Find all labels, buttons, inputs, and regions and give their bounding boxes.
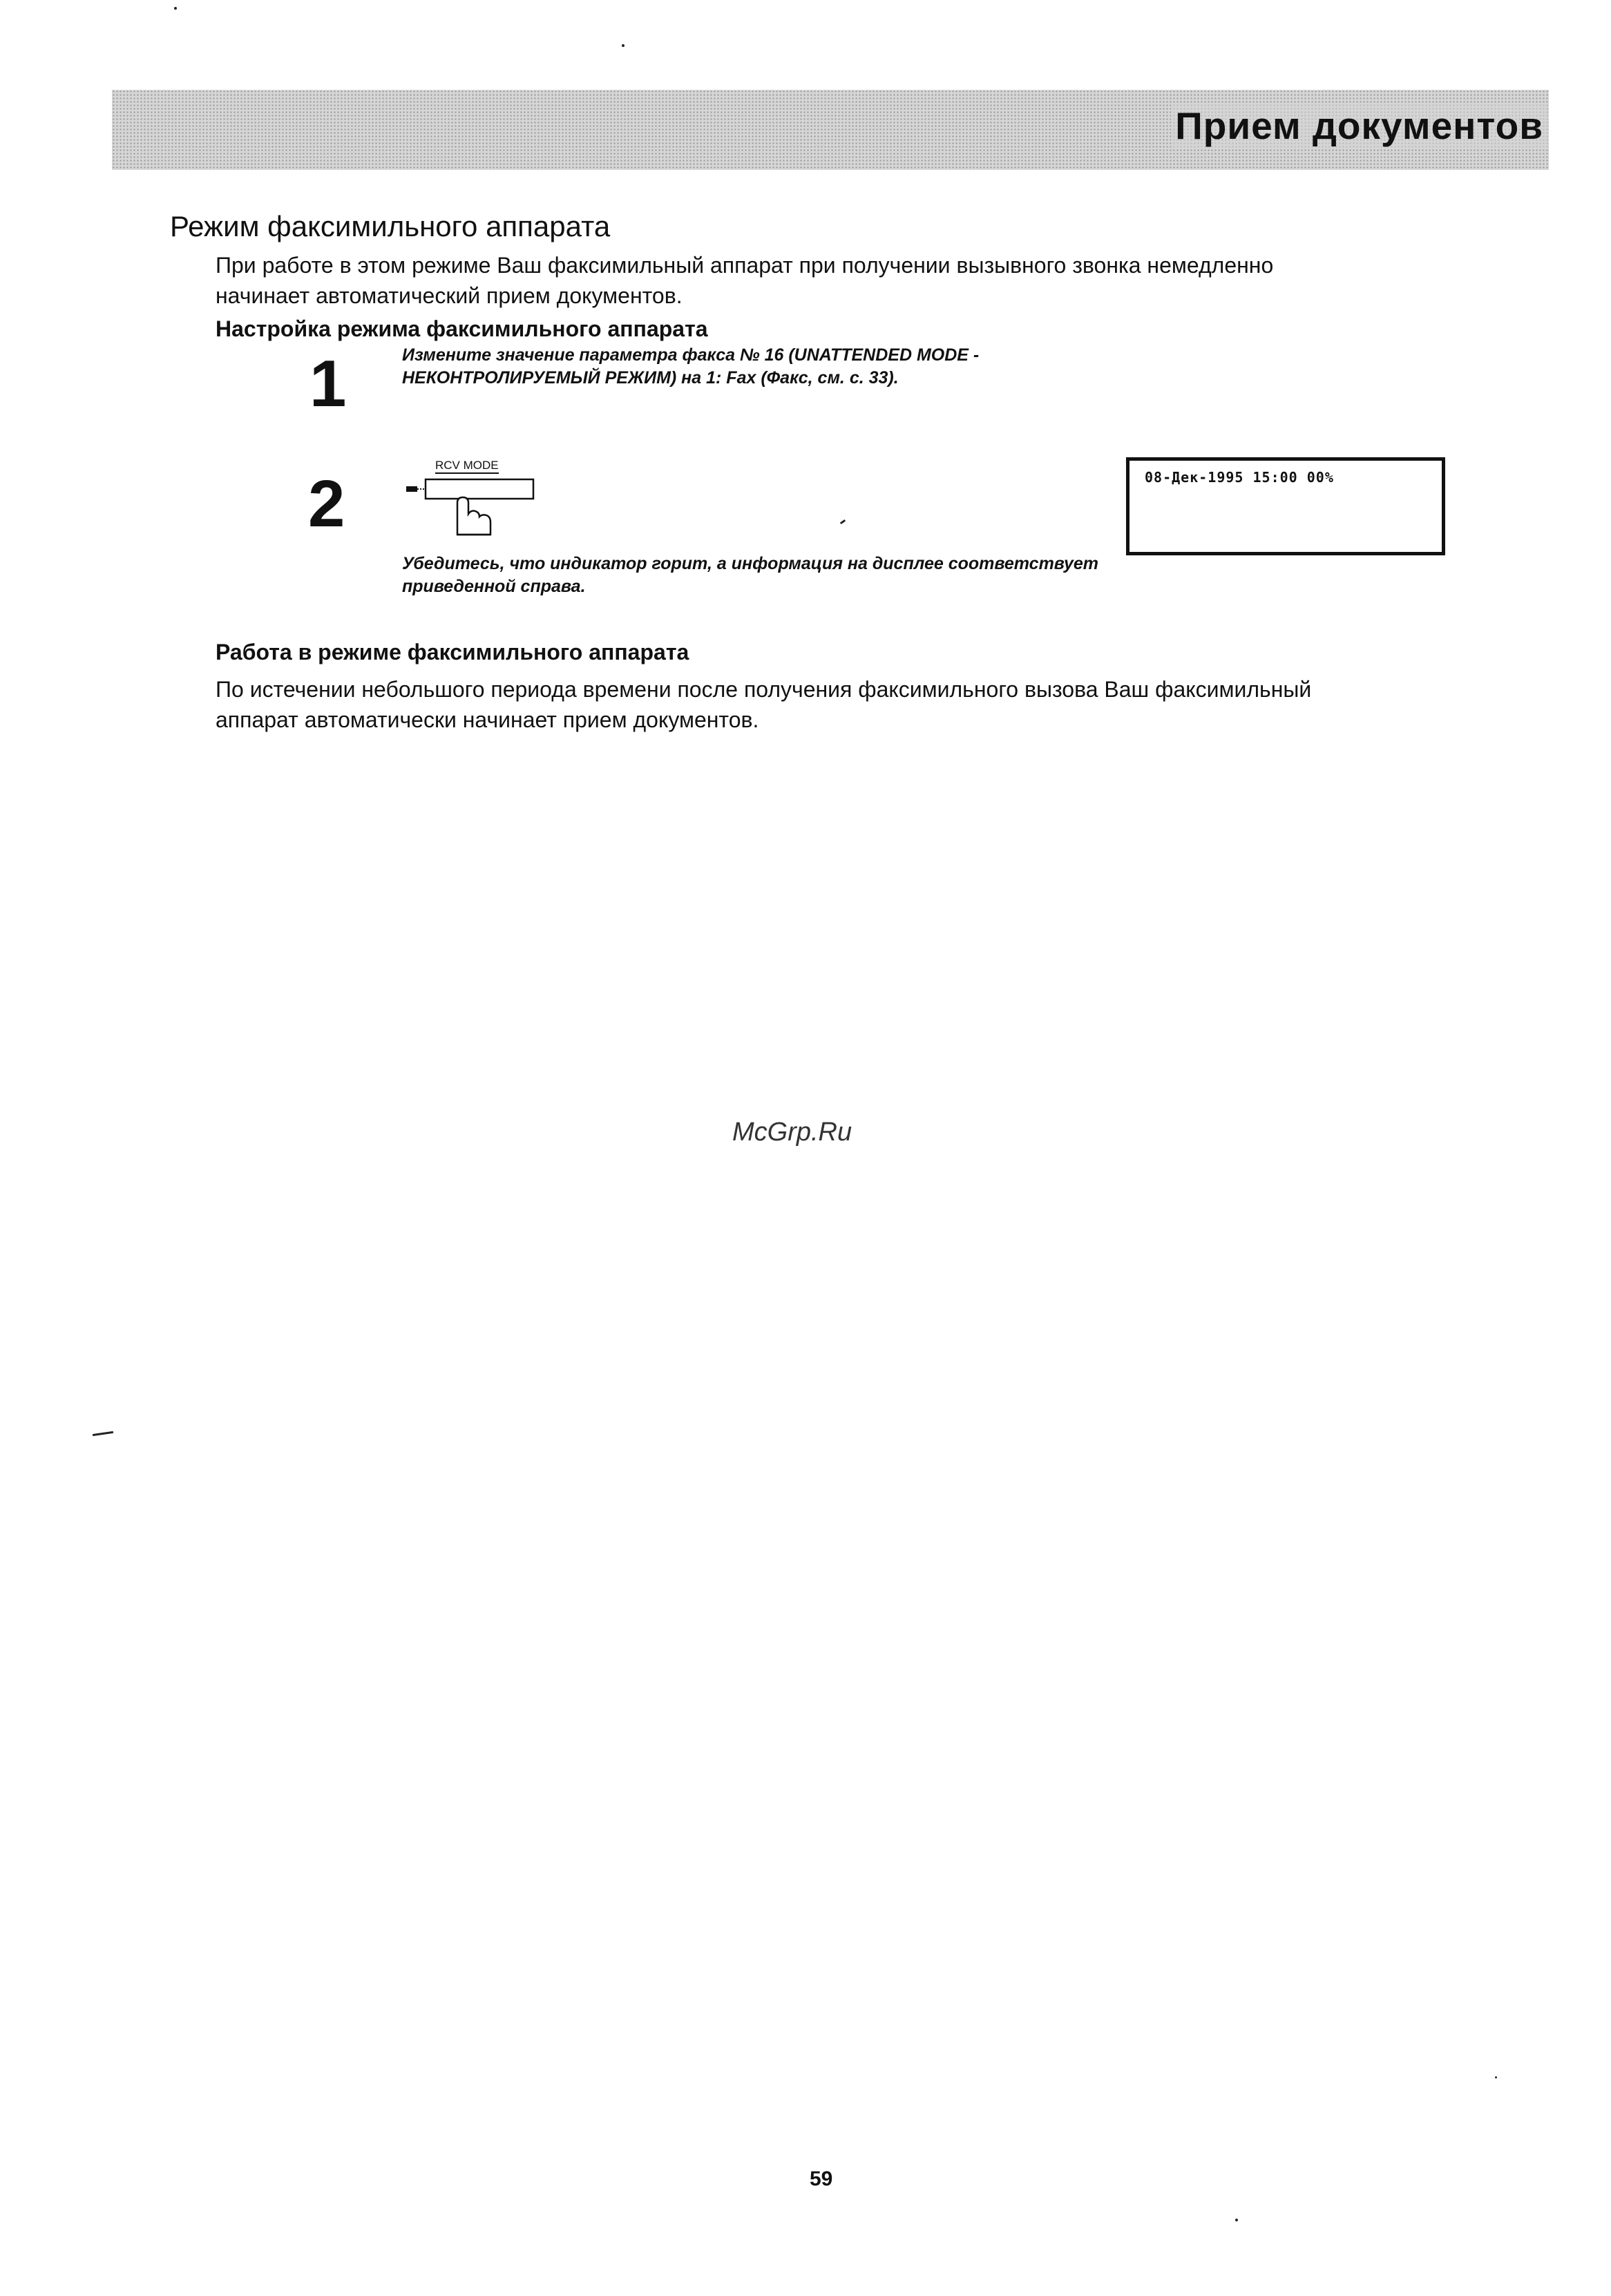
lcd-display — [1126, 457, 1445, 555]
operation-line: По истечении небольшого периода времени после получения факсимильного вызова Ваш факсимильный — [216, 677, 1312, 702]
step-1-line: НЕКОНТРОЛИРУЕМЫЙ РЕЖИМ) на 1: Fax (Факс, см. с. 33). — [402, 368, 899, 388]
page-number: 59 — [810, 2168, 833, 2190]
scan-speck — [174, 7, 177, 10]
operation-paragraph — [216, 674, 1311, 735]
intro-line: начинает автоматический прием документов. — [216, 283, 683, 308]
operation-heading: Работа в режиме факсимильного аппарата — [216, 640, 689, 664]
scan-mark — [840, 519, 846, 524]
setup-heading: Настройка режима факсимильного аппарата — [216, 316, 708, 341]
rcv-mode-label: RCV MODE — [435, 459, 499, 474]
scan-speck — [622, 44, 625, 47]
step-2-line: Убедитесь, что индикатор горит, а информация на дисплее соответствует — [402, 554, 1098, 573]
step-2-number: 2 — [308, 467, 345, 541]
operation-line: аппарат автоматически начинает прием документов. — [216, 707, 759, 732]
intro-line: При работе в этом режиме Ваш факсимильный аппарат при получении вызывного звонка немедленно — [216, 253, 1274, 278]
finger-press-icon — [405, 459, 543, 548]
step-1-number: 1 — [309, 347, 347, 421]
step-2-text — [402, 553, 1098, 598]
page-title: Прием документов — [1171, 104, 1547, 148]
lcd-display-text: 08-Дек-1995 15:00 00% — [1145, 469, 1334, 486]
step-2-line: приведенной справа. — [402, 577, 586, 596]
scan-speck — [1235, 2219, 1238, 2221]
scan-speck — [1495, 2076, 1497, 2078]
scan-mark — [93, 1431, 113, 1436]
step-1-line: Измените значение параметра факса № 16 (UNATTENDED MODE - — [402, 345, 980, 365]
watermark-link[interactable]: McGrp.Ru — [732, 1118, 852, 1147]
section-title: Режим факсимильного аппарата — [170, 210, 611, 242]
rcv-mode-button-illustration — [405, 459, 543, 548]
step-1-text — [402, 344, 979, 390]
intro-paragraph — [216, 250, 1273, 311]
